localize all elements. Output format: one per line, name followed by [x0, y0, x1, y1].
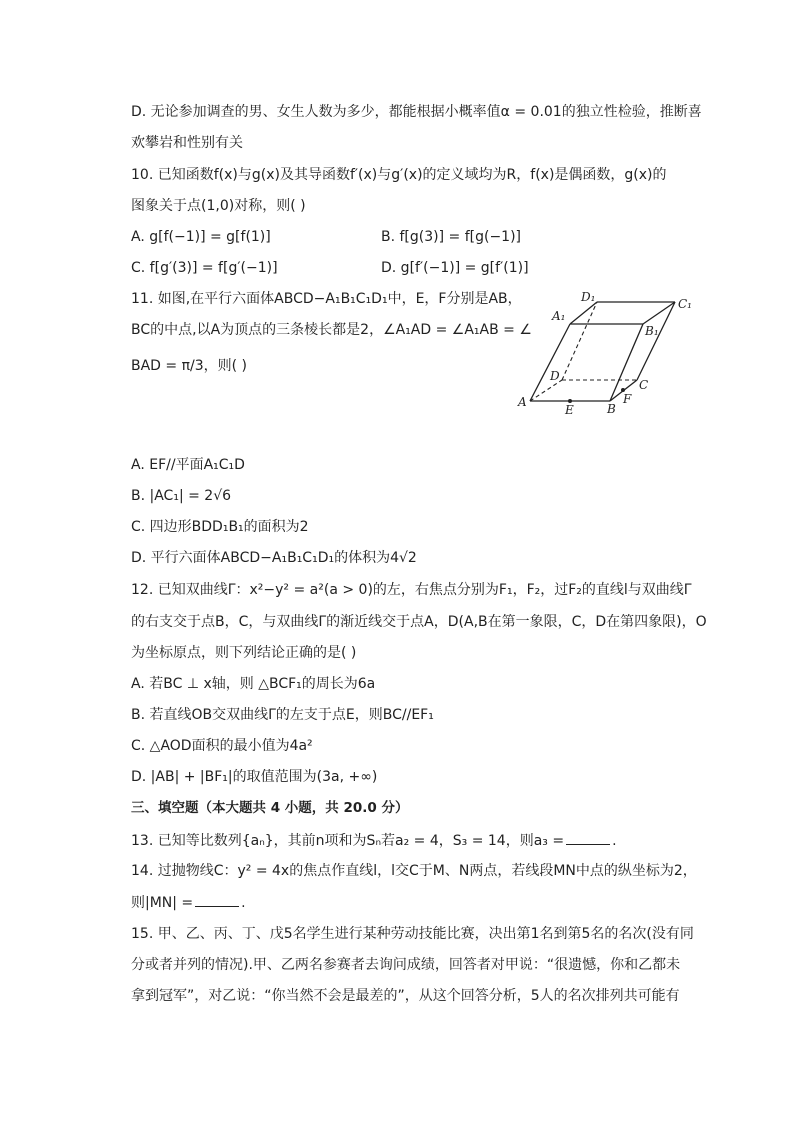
- q11-option-b: B. |AC₁| = 2√6: [131, 488, 232, 504]
- q15-stem-line2: 分或者并列的情况).甲、乙两名参赛者去询问成绩，回答者对甲说：“很遗憾，你和乙都未: [131, 957, 681, 973]
- q12-stem-line2: 的右支交于点B，C，与双曲线Γ的渐近线交于点A，D(A,B在第一象限，C，D在第四象限)，O: [131, 614, 707, 630]
- label-c: C: [639, 378, 649, 392]
- q11-option-a: A. EF//平面A₁C₁D: [131, 457, 245, 473]
- label-a1: A₁: [552, 309, 566, 323]
- edge-a1d1: [570, 302, 597, 324]
- q12-stem-line3: 为坐标原点，则下列结论正确的是( ): [131, 645, 357, 661]
- edge-aa1: [530, 324, 570, 401]
- label-c1: C₁: [678, 297, 692, 311]
- parallelepiped-figure: [515, 288, 700, 418]
- q11-stem-line3: BAD = π/3，则( ): [131, 358, 248, 374]
- q12-option-a: A. 若BC ⊥ x轴，则 △BCF₁的周长为6a: [131, 676, 376, 692]
- q12-option-d: D. |AB| + |BF₁|的取值范围为(3a, +∞): [131, 769, 378, 785]
- q10-stem-line2: 图象关于点(1,0)对称，则( ): [131, 198, 306, 214]
- q11-option-d: D. 平行六面体ABCD−A₁B₁C₁D₁的体积为4√2: [131, 550, 417, 566]
- q11-stem-line2: BC的中点,以A为顶点的三条棱长都是2，∠A₁AD = ∠A₁AB = ∠: [131, 322, 532, 338]
- q10-option-c: C. f[g′(3)] = f[g′(−1)]: [131, 260, 278, 276]
- q14-text: 则|MN| =: [131, 895, 194, 911]
- q12-stem-line1: 12. 已知双曲线Γ：x²−y² = a²(a > 0)的左，右焦点分别为F₁，F₂，过F₂的直线l与双曲线Γ: [131, 582, 692, 598]
- q12-option-b: B. 若直线OB交双曲线Γ的左支于点E，则BC//EF₁: [131, 707, 434, 723]
- q10-option-b: B. f[g(3)] = f[g(−1)]: [381, 229, 522, 245]
- q10-stem-line1: 10. 已知函数f(x)与g(x)及其导函数f′(x)与g′(x)的定义域均为R，f(x)是偶函数，g(x)的: [131, 167, 667, 183]
- q11-option-c: C. 四边形BDD₁B₁的面积为2: [131, 519, 309, 535]
- label-b: B: [607, 402, 616, 416]
- q15-stem-line3: 拿到冠军”，对乙说：“你当然不会是最差的”，从这个回答分析，5人的名次排列共可能有: [131, 988, 680, 1004]
- q11-stem-line1: 11. 如图,在平行六面体ABCD−A₁B₁C₁D₁中，E，F分别是AB，: [131, 291, 522, 307]
- q14-period: .: [241, 895, 246, 911]
- q10-option-a: A. g[f(−1)] = g[f(1)]: [131, 229, 271, 245]
- q12-option-c: C. △AOD面积的最小值为4a²: [131, 738, 313, 754]
- label-d: D: [550, 369, 560, 383]
- edge-dd1-hidden: [562, 302, 597, 380]
- q14-stem-line1: 14. 过抛物线C：y² = 4x的焦点作直线l，l交C于M、N两点，若线段MN中点的纵坐标为2，: [131, 863, 697, 879]
- label-a: A: [518, 395, 527, 409]
- q13-period: .: [612, 833, 617, 849]
- label-d1: D₁: [581, 290, 596, 304]
- q15-stem-line1: 15. 甲、乙、丙、丁、戊5名学生进行某种劳动技能比赛，决出第1名到第5名的名次(没有同: [131, 926, 694, 942]
- q9-option-d-line2: 欢攀岩和性别有关: [131, 135, 243, 151]
- label-b1: B₁: [645, 324, 659, 338]
- label-e: E: [565, 403, 574, 417]
- q14-line2: [131, 892, 246, 913]
- q13-text: 13. 已知等比数列{aₙ}，其前n项和为Sₙ若a₂ = 4，S₃ = 14，则a₃ =: [131, 833, 565, 849]
- edge-cc1: [637, 302, 675, 380]
- q13-line: [131, 830, 617, 851]
- q14-answer-blank: [195, 892, 239, 907]
- label-f: F: [623, 392, 632, 406]
- q9-option-d-line1: D. 无论参加调查的男、女生人数为多少，都能根据小概率值α = 0.01的独立性检验，推断喜: [131, 104, 702, 120]
- q10-option-d: D. g[f′(−1)] = g[f′(1)]: [381, 260, 529, 276]
- section-heading-fill-in: 三、填空题（本大题共 4 小题，共 20.0 分）: [131, 800, 409, 816]
- q13-answer-blank: [566, 830, 610, 845]
